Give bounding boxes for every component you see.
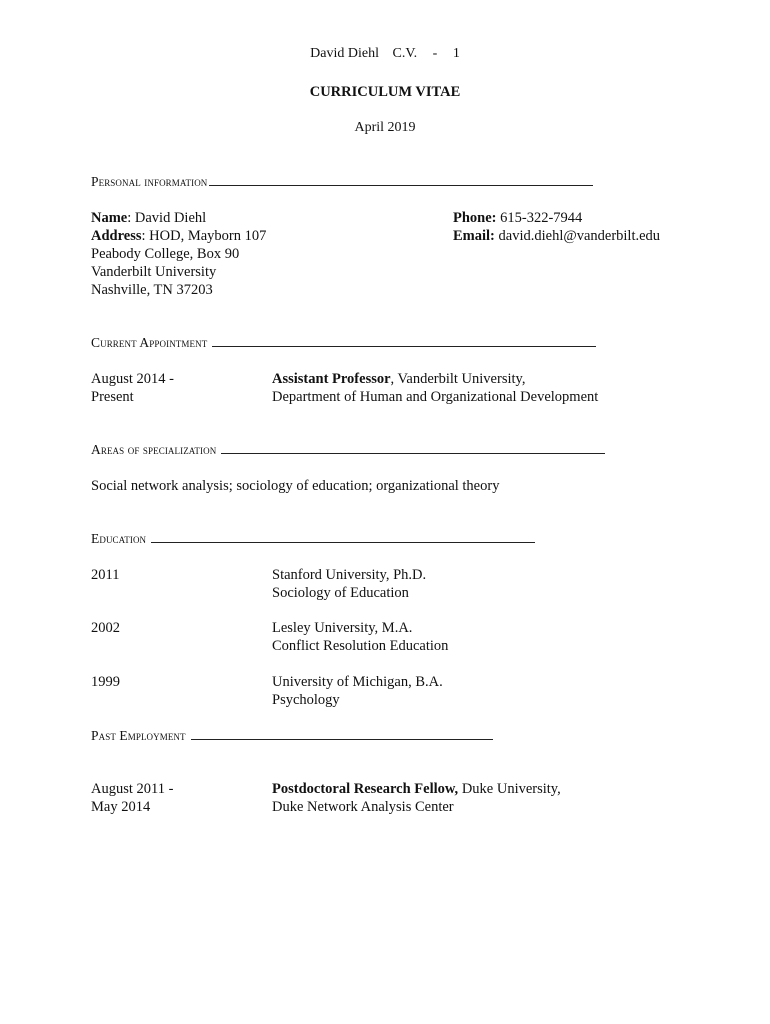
- header-page-number: 1: [452, 46, 460, 61]
- document-date: April 2019: [354, 120, 416, 135]
- header-name: David Diehl: [310, 46, 379, 61]
- employment-dates: August 2011 - May 2014: [91, 781, 174, 815]
- education-entry: Lesley University, M.A. Conflict Resolution Education: [272, 620, 449, 654]
- personal-left-block: [91, 209, 266, 299]
- employment-details: Postdoctoral Research Fellow, Duke University, Duke Network Analysis Center: [272, 781, 561, 815]
- education-entry: University of Michigan, B.A. Psychology: [272, 674, 443, 708]
- address-line: Address: HOD, Mayborn 107: [91, 228, 267, 244]
- heading-rule: [191, 738, 493, 740]
- specialization-text: Social network analysis; sociology of education; organizational theory: [91, 478, 500, 494]
- education-year: 2011: [91, 567, 120, 583]
- section-heading-employment: Past Employment: [91, 728, 493, 744]
- heading-rule: [212, 345, 596, 347]
- education-entry: Stanford University, Ph.D. Sociology of Education: [272, 567, 427, 601]
- address-line-3: Vanderbilt University: [91, 264, 217, 280]
- heading-rule: [221, 452, 605, 454]
- education-year: 2002: [91, 620, 120, 636]
- email-line: Email: david.diehl@vanderbilt.edu: [453, 228, 661, 244]
- address-line-4: Nashville, TN 37203: [91, 282, 213, 298]
- section-heading-specialization: Areas of specialization: [91, 442, 605, 458]
- address-line-2: Peabody College, Box 90: [91, 246, 240, 262]
- appointment-dates: August 2014 - Present: [91, 371, 174, 405]
- section-heading-personal: Personal information: [91, 174, 593, 190]
- heading-rule: [151, 541, 535, 543]
- appointment-details: Assistant Professor, Vanderbilt University, Department of Human and Organizational Development: [272, 371, 599, 405]
- header-separator: -: [432, 46, 438, 61]
- document-title: CURRICULUM VITAE: [309, 84, 461, 100]
- personal-right-block: [453, 209, 660, 245]
- name-line: Name: David Diehl: [91, 210, 207, 226]
- education-year: 1999: [91, 674, 120, 690]
- section-heading-education: Education: [91, 531, 535, 547]
- section-heading-appointment: Current Appointment: [91, 335, 596, 351]
- heading-rule: [209, 184, 593, 186]
- phone-line: Phone: 615-322-7944: [453, 210, 583, 226]
- header-doc: C.V.: [392, 46, 418, 61]
- running-header: [0, 46, 770, 62]
